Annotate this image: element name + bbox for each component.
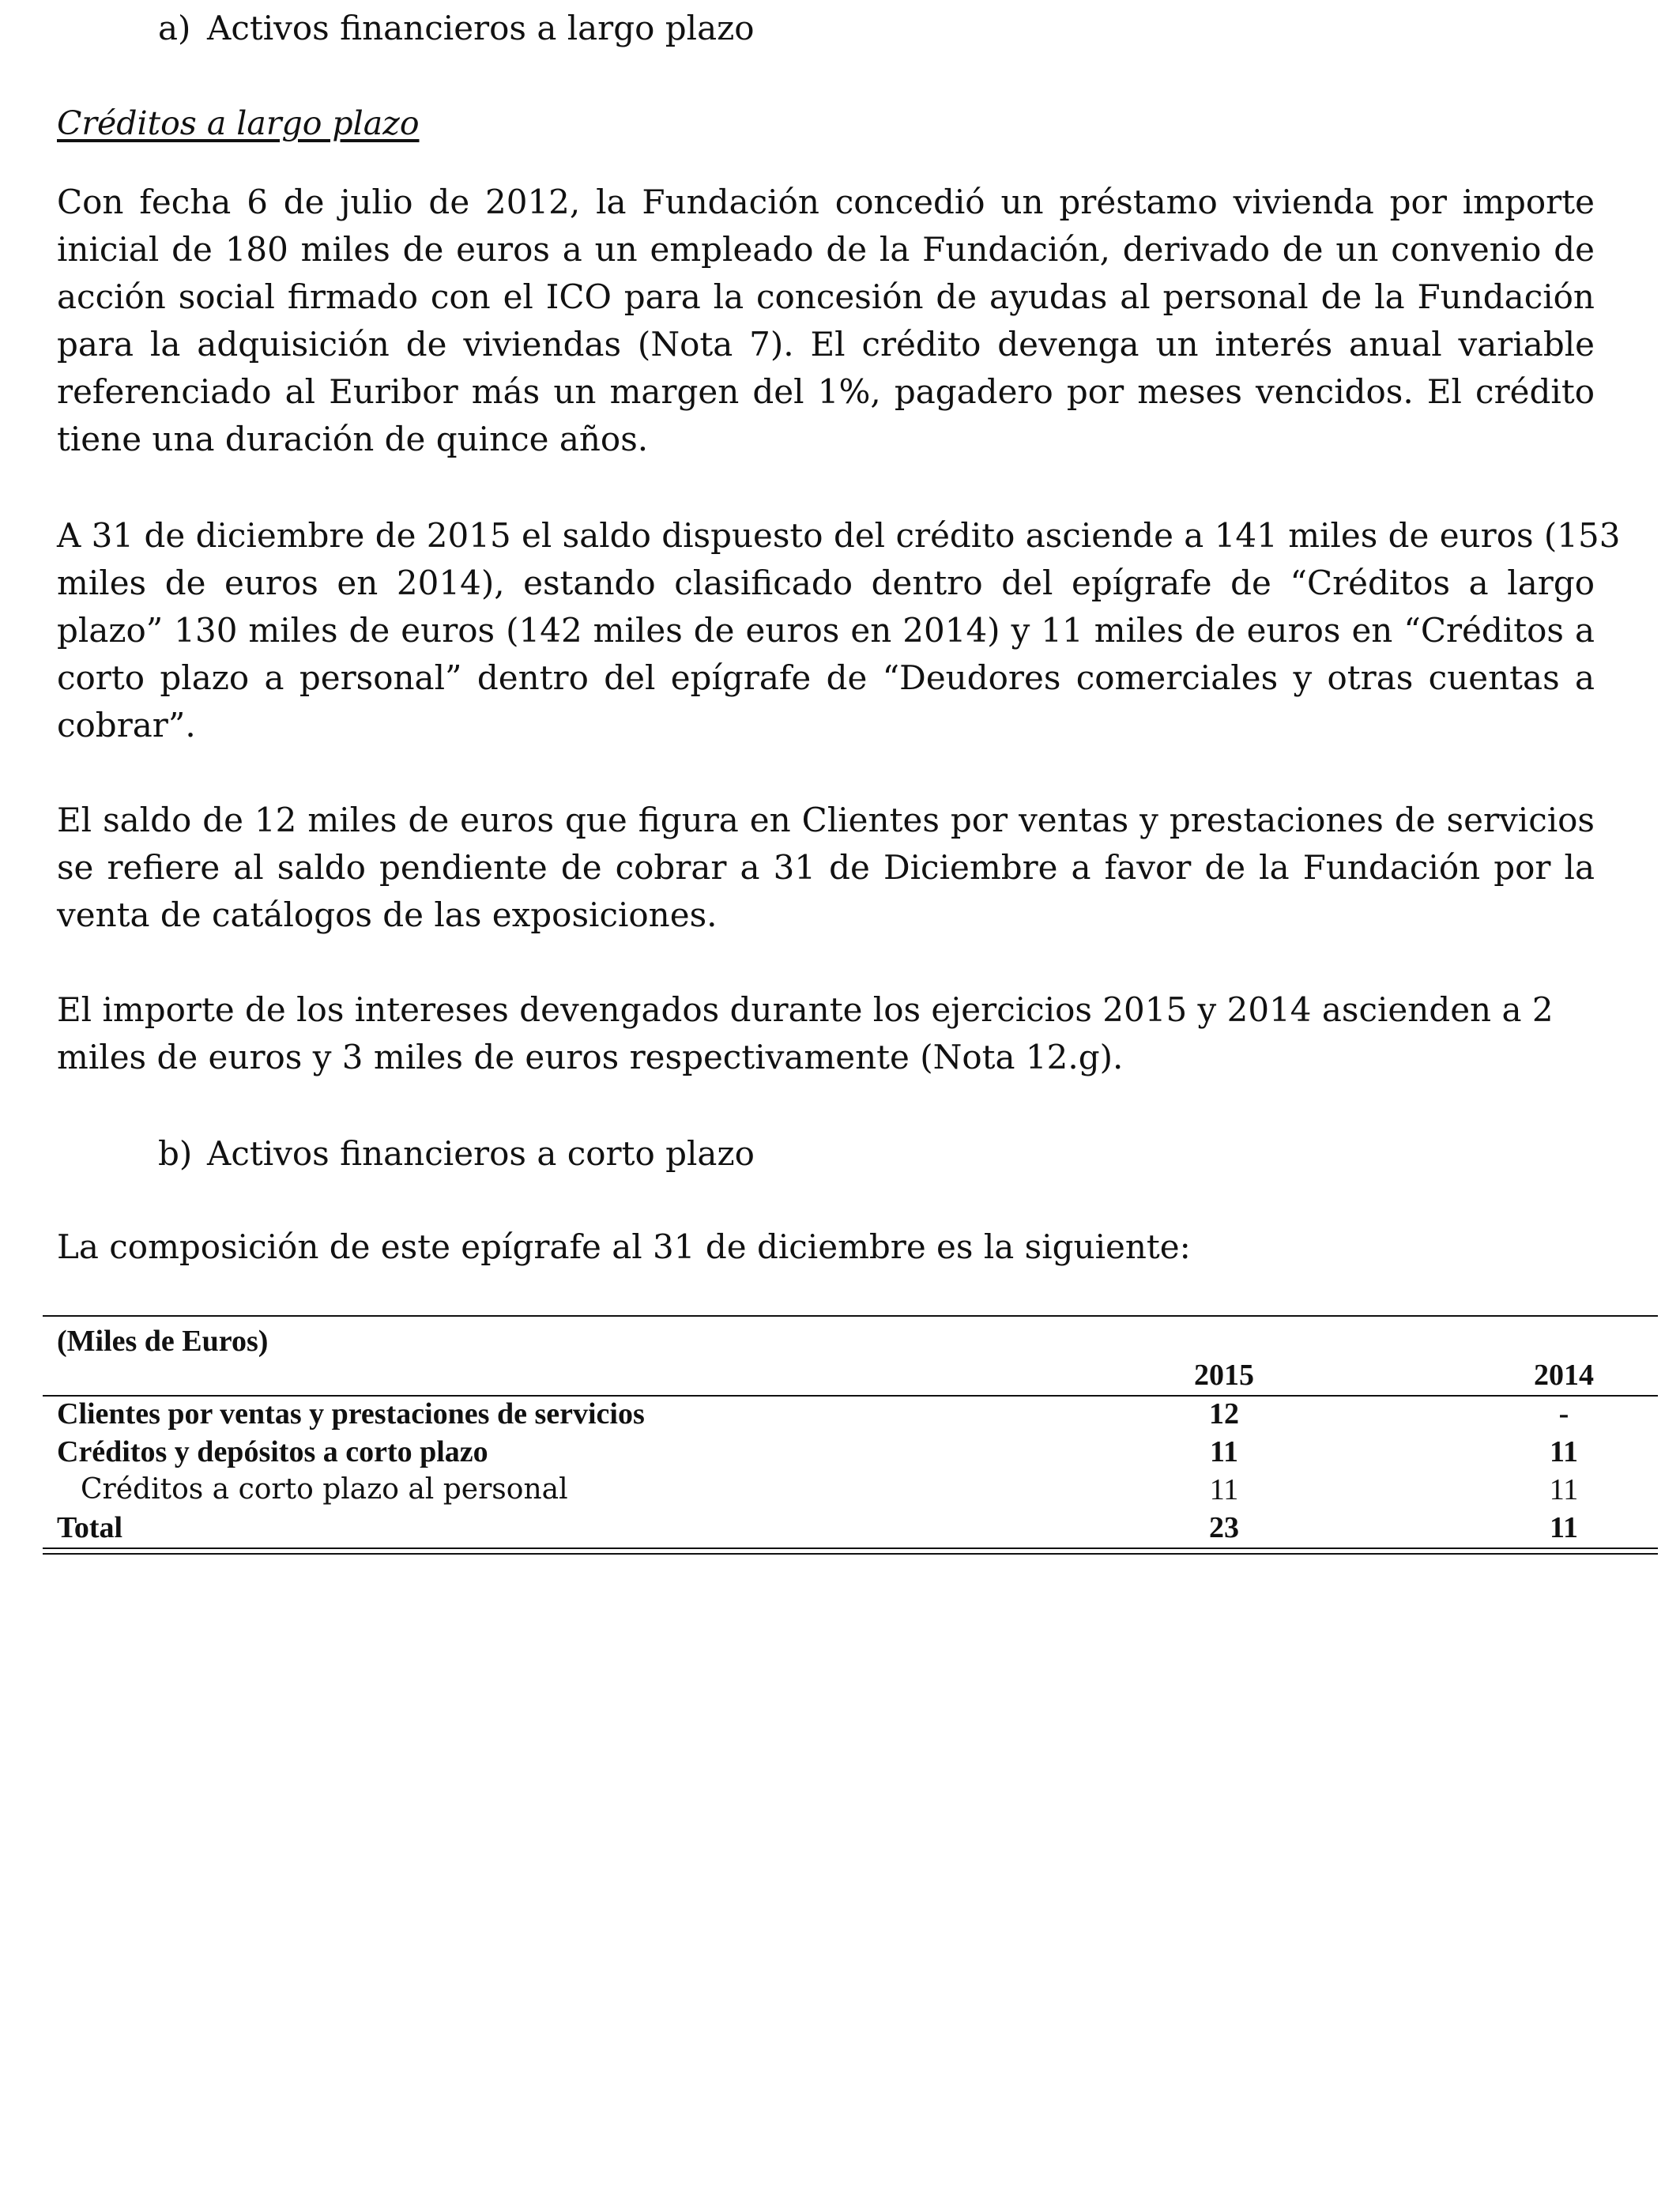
paragraph-line: referenciado al Euribor más un margen del 1%, pagadero por meses vencidos. El crédito bbox=[57, 372, 1595, 411]
table-cell-2015: 11 bbox=[1210, 1435, 1238, 1468]
paragraph-line: corto plazo a personal” dentro del epígrafe de “Deudores comerciales y otras cuentas a bbox=[57, 658, 1595, 697]
paragraph-line: acción social firmado con el ICO para la concesión de ayudas al personal de la Fundación bbox=[57, 277, 1595, 316]
table-cell-2015: 12 bbox=[1209, 1397, 1239, 1431]
paragraph-4 bbox=[57, 986, 1595, 1081]
column-header-2014: 2014 bbox=[1534, 1359, 1594, 1392]
table-total-2015: 23 bbox=[1209, 1511, 1239, 1544]
paragraph-line: venta de catálogos de las exposiciones. bbox=[57, 895, 718, 934]
paragraph-2 bbox=[57, 512, 1621, 749]
table-row-label: Clientes por ventas y prestaciones de servicios bbox=[57, 1397, 645, 1431]
paragraph-line: cobrar”. bbox=[57, 706, 196, 745]
section-a-marker: a) bbox=[158, 9, 191, 47]
table-bottom-double-rule bbox=[43, 1553, 1658, 1555]
paragraph-line: inicial de 180 miles de euros a un empleado de la Fundación, derivado de un convenio de bbox=[57, 230, 1595, 269]
table-unit-label: (Miles de Euros) bbox=[57, 1325, 269, 1358]
section-b-marker: b) bbox=[158, 1134, 193, 1173]
paragraph-line: tiene una duración de quince años. bbox=[57, 420, 649, 458]
section-b-heading bbox=[158, 1130, 755, 1178]
paragraph-line: plazo” 130 miles de euros (142 miles de euros en 2014) y 11 miles de euros en “Créditos a bbox=[57, 611, 1595, 650]
paragraph-5 bbox=[57, 1223, 1595, 1271]
paragraph-line: El saldo de 12 miles de euros que figura en Clientes por ventas y prestaciones de servicios bbox=[57, 801, 1595, 839]
subheading-creditos-largo-plazo: Créditos a largo plazo bbox=[57, 104, 420, 142]
paragraph-line: A 31 de diciembre de 2015 el saldo dispuesto del crédito asciende a 141 miles de euros (153 bbox=[57, 516, 1621, 555]
table-top-rule bbox=[43, 1315, 1658, 1317]
paragraph-line: La composición de este epígrafe al 31 de diciembre es la siguiente: bbox=[57, 1227, 1191, 1266]
paragraph-1 bbox=[57, 179, 1595, 463]
section-a-title: Activos financieros a largo plazo bbox=[207, 9, 755, 47]
table-total-2014: 11 bbox=[1550, 1511, 1578, 1544]
column-header-2015: 2015 bbox=[1194, 1359, 1254, 1392]
section-b-title: Activos financieros a corto plazo bbox=[207, 1134, 755, 1173]
paragraph-line: se refiere al saldo pendiente de cobrar a 31 de Diciembre a favor de la Fundación por la bbox=[57, 848, 1595, 887]
table-total-label: Total bbox=[57, 1511, 123, 1544]
table-row-label: Créditos a corto plazo al personal bbox=[81, 1473, 568, 1506]
paragraph-3 bbox=[57, 797, 1595, 939]
section-a-heading bbox=[158, 5, 755, 52]
paragraph-line: miles de euros y 3 miles de euros respectivamente (Nota 12.g). bbox=[57, 1038, 1124, 1076]
paragraph-line: miles de euros en 2014), estando clasificado dentro del epígrafe de “Créditos a largo bbox=[57, 564, 1595, 602]
table-cell-2014: 11 bbox=[1549, 1473, 1579, 1506]
table-cell-2014: - bbox=[1558, 1397, 1569, 1431]
table-cell-2015: 11 bbox=[1209, 1473, 1239, 1506]
table-cell-2014: 11 bbox=[1550, 1435, 1578, 1468]
table-bottom-rule bbox=[43, 1547, 1658, 1549]
paragraph-line: El importe de los intereses devengados durante los ejercicios 2015 y 2014 ascienden a 2 bbox=[57, 990, 1554, 1029]
paragraph-line: para la adquisición de viviendas (Nota 7). El crédito devenga un interés anual variable bbox=[57, 325, 1595, 364]
table-row-label: Créditos y depósitos a corto plazo bbox=[57, 1435, 488, 1468]
paragraph-line: Con fecha 6 de julio de 2012, la Fundación concedió un préstamo vivienda por importe bbox=[57, 183, 1595, 221]
